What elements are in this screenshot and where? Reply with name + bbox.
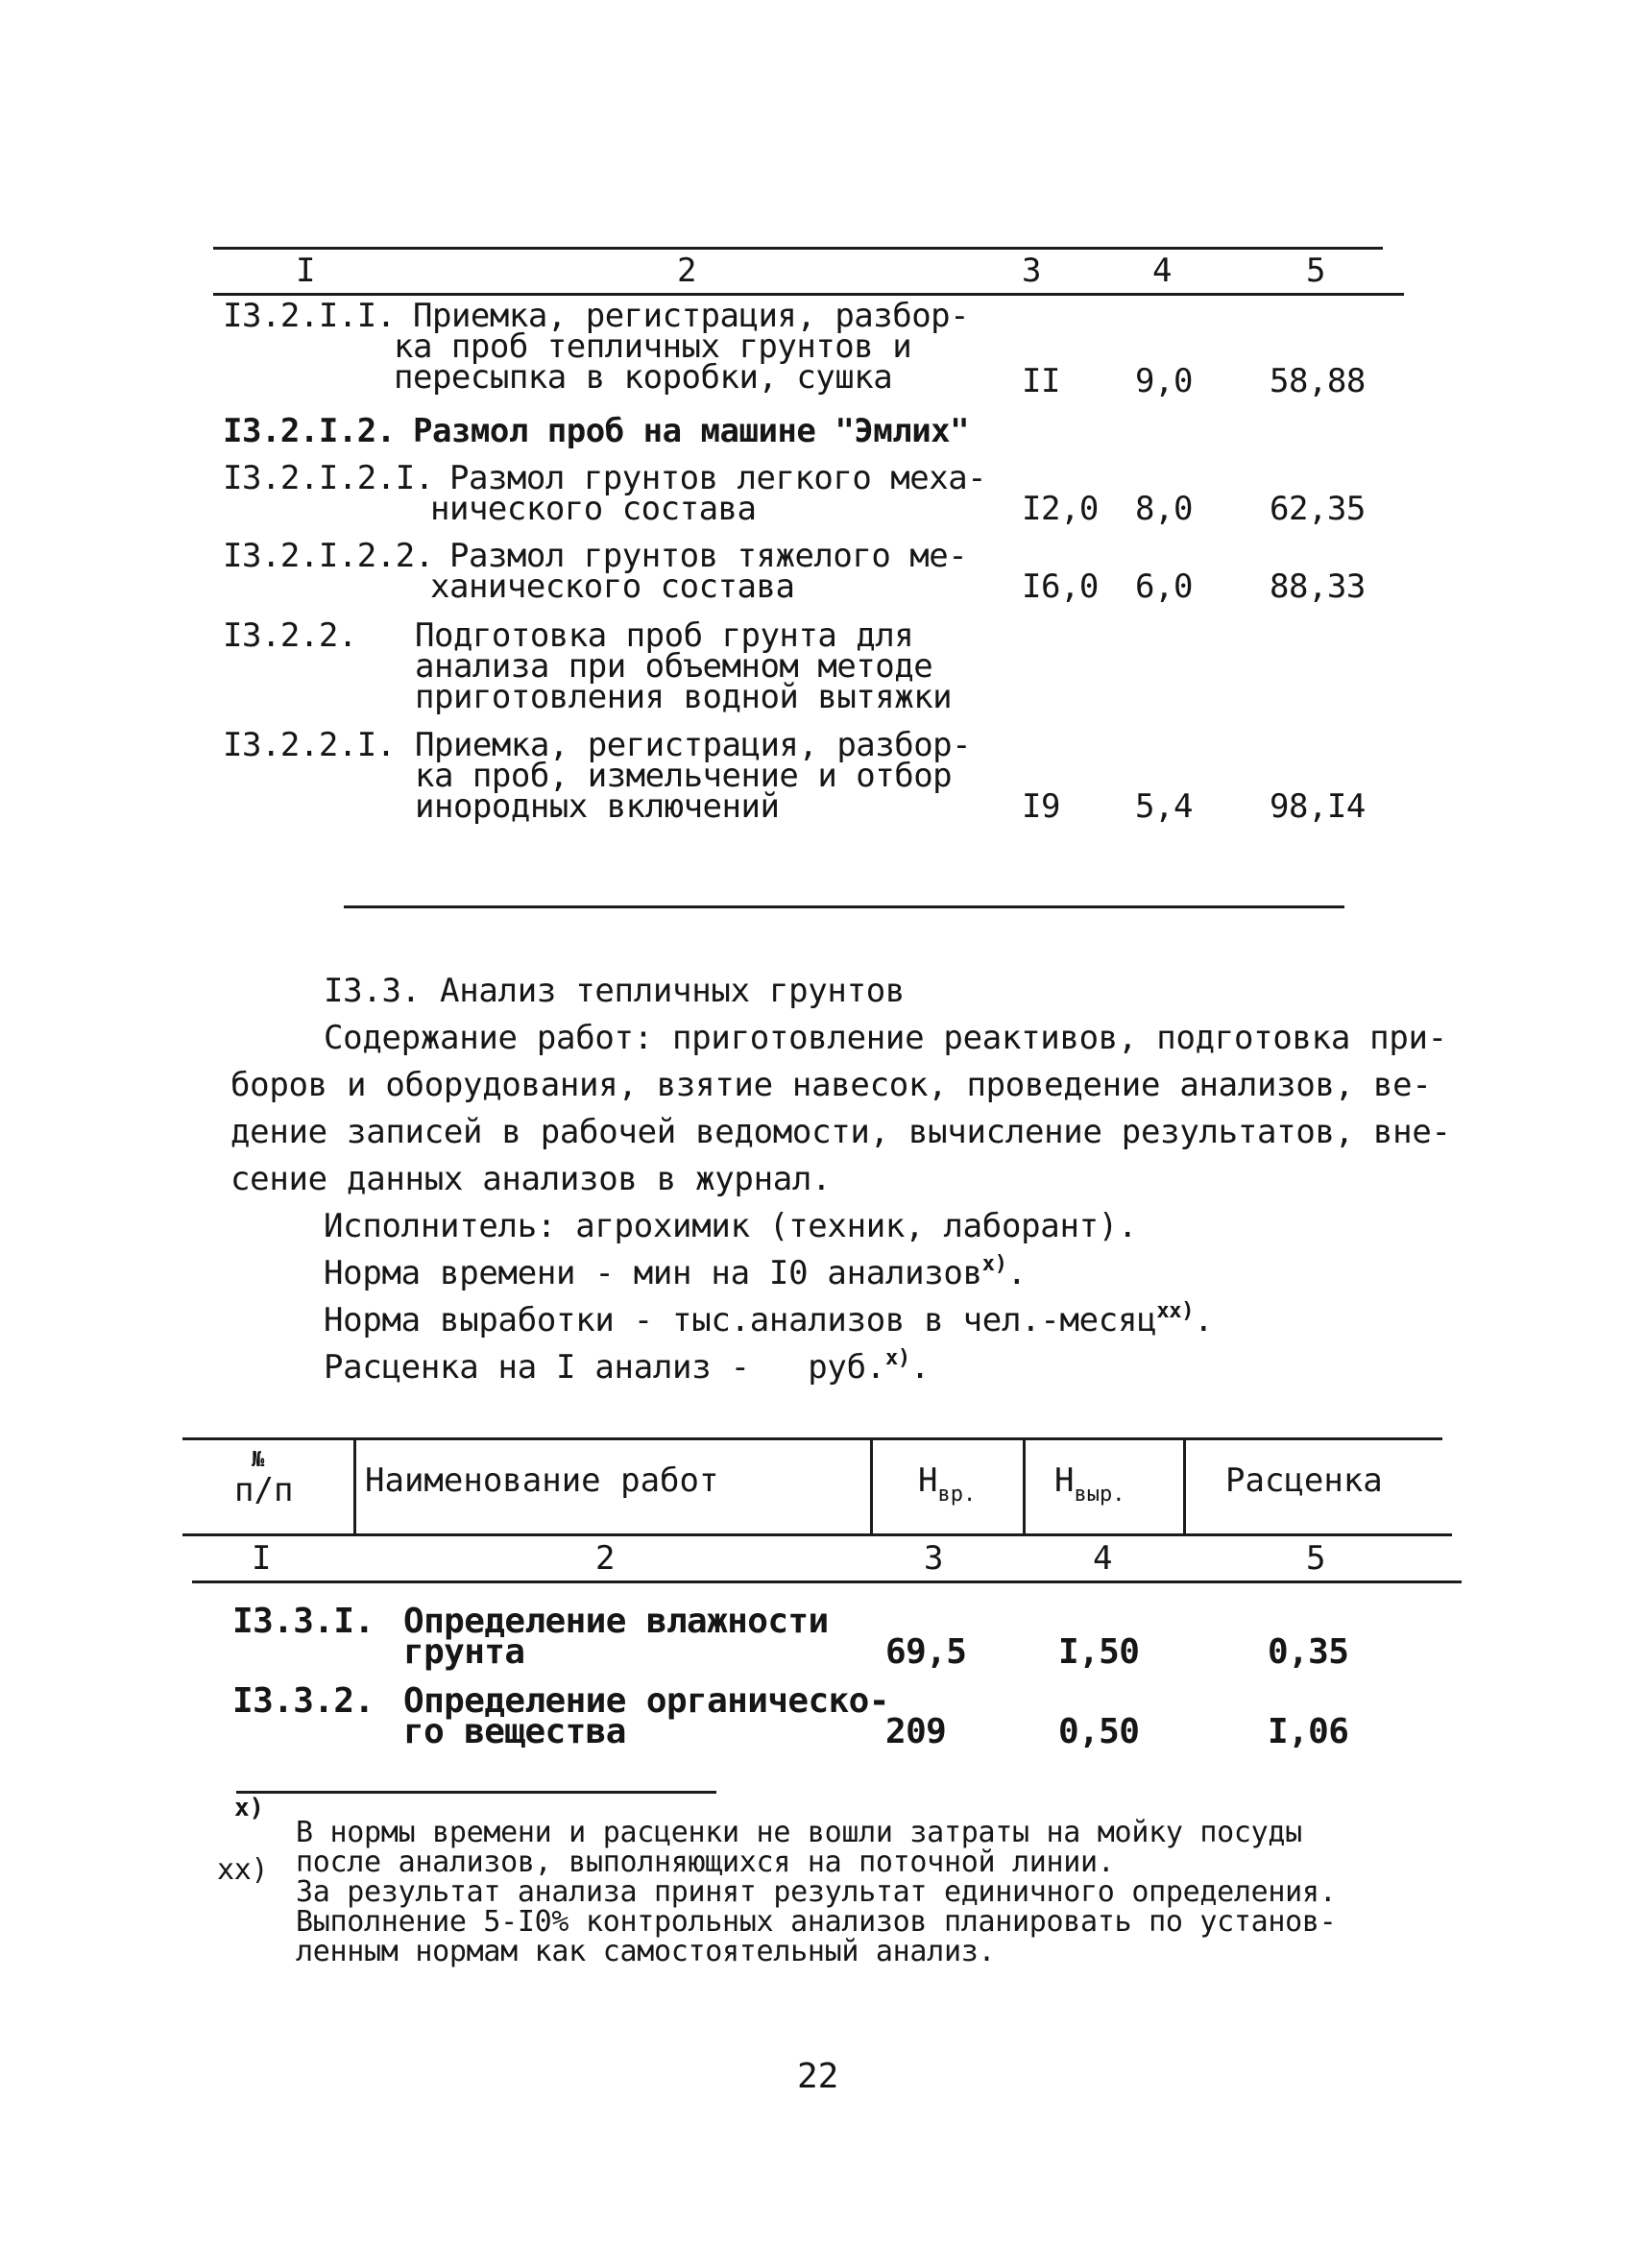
table2-colnum-5: 5 [1306, 1539, 1326, 1578]
table2-col-divider [1023, 1439, 1026, 1535]
table-cell-col5: 88,33 [1270, 567, 1366, 606]
table-row-number: I3.2.I.I. [223, 297, 396, 335]
table2-header-rate: Расценка [1225, 1461, 1383, 1500]
table-cell-col3: I9 [1022, 787, 1060, 826]
table-row-text: ханического состава [430, 567, 795, 606]
table-row-text: ка проб тепличных грунтов и [394, 327, 912, 366]
table-row-text: Подготовка проб грунта для [415, 616, 914, 655]
table-row-text: приготовления водной вытяжки [415, 678, 953, 716]
table-cell-col3: I2,0 [1022, 490, 1099, 528]
period: . [909, 1348, 930, 1387]
table-cell-col5: 58,88 [1270, 362, 1366, 400]
table-cell-col3: 209 [885, 1712, 947, 1751]
subscript: выр. [1074, 1483, 1125, 1507]
table1-header-col2: 2 [677, 252, 696, 290]
norm-time-text: Норма времени - мин на I0 анализов [324, 1254, 982, 1292]
table1-header-col4: 4 [1152, 252, 1172, 290]
table2-header-norm-output: $H_{выр.}$ [1054, 1461, 1125, 1507]
section-title: I3.3. Анализ тепличных грунтов [324, 972, 906, 1010]
table-cell-col4: 9,0 [1135, 362, 1193, 400]
table2-col-divider [870, 1439, 873, 1535]
table1-top-rule [213, 247, 1383, 250]
table-row-text: Определение влажности [403, 1602, 829, 1641]
table1-bottom-rule [344, 905, 1344, 908]
table-row-text: Определение органическо- [403, 1681, 889, 1721]
subscript: вр. [937, 1483, 977, 1507]
table-cell-col5: 0,35 [1268, 1632, 1349, 1672]
table-row-text: Размол грунтов легкого меха- [449, 459, 987, 497]
table-row-number: I3.2.I.2.I. [223, 459, 434, 497]
table-row-text: Приемка, регистрация, разбор- [415, 726, 972, 764]
table-row-text: Приемка, регистрация, разбор- [413, 297, 970, 335]
table2-colnum-4: 4 [1093, 1539, 1113, 1578]
table2-colnum-2: 2 [595, 1539, 616, 1578]
table-row-text: пересыпка в коробки, сушка [394, 358, 893, 397]
table2-top-rule [182, 1437, 1442, 1440]
footnote-line: после анализов, выполняющихся на поточной линии. [296, 1846, 1115, 1879]
norm-output-text: Норма выработки - тыс.анализов в чел.-месяц [324, 1301, 1157, 1339]
table-row-text: анализа при объемном методе [415, 647, 933, 686]
table-row-text: ка проб, измельчение и отбор [415, 757, 953, 795]
table-cell-col3: 69,5 [885, 1632, 967, 1672]
table-row-number: I3.2.2. [223, 616, 357, 655]
period: . [1006, 1254, 1027, 1292]
table-cell-col5: 62,35 [1270, 490, 1366, 528]
table-row-number: I3.2.2.I. [223, 726, 396, 764]
table2-header-num-sign: № [252, 1448, 265, 1472]
table-row-number: I3.3.I. [232, 1602, 375, 1641]
footnote-separator [236, 1791, 716, 1794]
table2-colnum-3: 3 [924, 1539, 944, 1578]
table1-header-col5: 5 [1306, 252, 1325, 290]
page-number: 22 [797, 2057, 839, 2096]
table-row-number: I3.2.I.2. [223, 412, 396, 450]
table-cell-col3: I6,0 [1022, 567, 1099, 606]
table2-col-divider [1183, 1439, 1186, 1535]
norm-output-line [324, 1297, 1213, 1348]
table2-header-rule [182, 1533, 1452, 1536]
section-content-line: сение данных анализов в журнал. [230, 1160, 832, 1198]
footnote-mark: x) [884, 1346, 910, 1370]
table-cell-col5: 98,I4 [1270, 787, 1366, 826]
table-row-number: I3.2.I.2.2. [223, 537, 434, 575]
table1-header-col1: I [296, 252, 315, 290]
footnote-mark: xx) [1156, 1299, 1195, 1323]
table-row-text: го вещества [403, 1712, 626, 1751]
table-row-number: I3.3.2. [232, 1681, 375, 1721]
table2-header-norm-time: $H_{вр.}$ [918, 1461, 977, 1507]
rate-text: Расценка на I анализ - руб. [324, 1348, 885, 1387]
table-cell-col5: I,06 [1268, 1712, 1349, 1751]
table2-colnum-1: I [252, 1539, 272, 1578]
table-cell-col4: 5,4 [1135, 787, 1193, 826]
norm-time-line [324, 1250, 1027, 1301]
section-content-line: боров и оборудования, взятие навесок, проведение анализов, ве- [230, 1066, 1432, 1104]
footnote-mark-xx: xx) [217, 1853, 269, 1887]
table2-col-divider [353, 1439, 356, 1535]
footnote-mark-x: x) [234, 1794, 264, 1822]
table1-header-col3: 3 [1022, 252, 1041, 290]
table2-header-name: Наименование работ [365, 1461, 719, 1500]
table-cell-col4: I,50 [1058, 1632, 1140, 1672]
footnote-line: За результат анализа принят результат единичного определения. [296, 1875, 1337, 1909]
footnote-line: В нормы времени и расценки не вошли затраты на мойку посуды [296, 1816, 1302, 1849]
section-content-line: дение записей в рабочей ведомости, вычисление результатов, вне- [230, 1113, 1451, 1151]
footnote-mark: x) [981, 1252, 1007, 1276]
footnote-line: ленным нормам как самостоятельный анализ. [296, 1935, 996, 1968]
period: . [1194, 1301, 1214, 1339]
rate-line [324, 1344, 930, 1395]
table-cell-col3: II [1022, 362, 1060, 400]
table1-header-rule [213, 293, 1404, 296]
section-content-line: Содержание работ: приготовление реактивов, подготовка при- [324, 1019, 1447, 1057]
table2-colnum-rule [192, 1580, 1462, 1583]
table-cell-col4: 8,0 [1135, 490, 1193, 528]
table-row-text: грунта [403, 1632, 525, 1672]
table-cell-col4: 6,0 [1135, 567, 1193, 606]
table-row-text: Размол проб на машине "Эмлих" [413, 412, 970, 450]
table2-header-num: п/п [234, 1471, 294, 1509]
table-row-text: нического состава [430, 490, 757, 528]
table-row-text: Размол грунтов тяжелого ме- [449, 537, 968, 575]
table-row-text: инородных включений [415, 787, 780, 826]
executor-line: Исполнитель: агрохимик (техник, лаборант). [324, 1207, 1138, 1245]
footnote-line: Выполнение 5-I0% контрольных анализов планировать по установ- [296, 1905, 1337, 1939]
table-cell-col4: 0,50 [1058, 1712, 1140, 1751]
